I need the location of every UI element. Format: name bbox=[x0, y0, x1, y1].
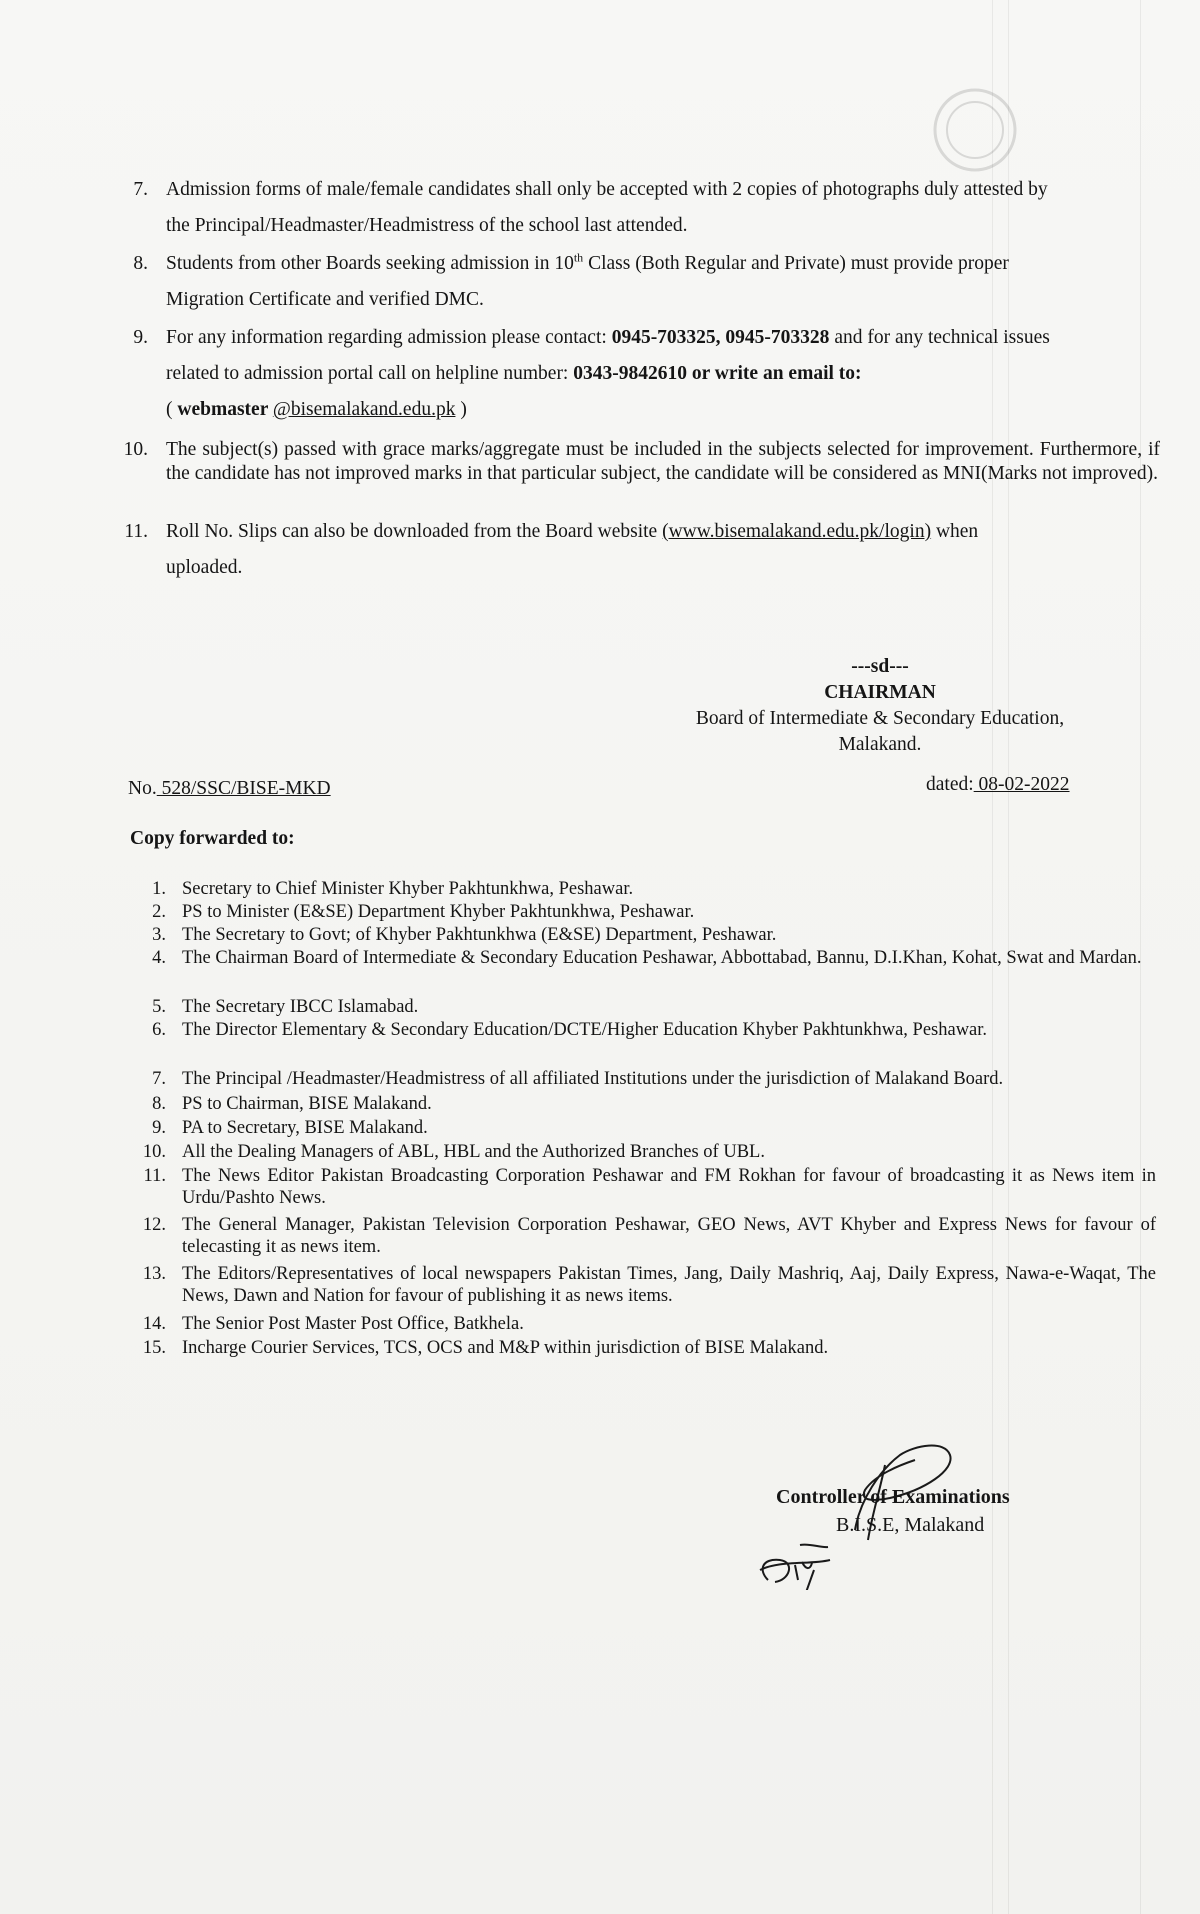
helpline-text: 0343-9842610 or write an email to: bbox=[573, 363, 862, 384]
chairman-title: CHAIRMAN bbox=[824, 682, 936, 703]
controller-org: B.I.S.E, Malakand bbox=[836, 1514, 985, 1536]
item-text-line: Admission forms of male/female candidates shall only be accepted with 2 copies of photographs duly attested by bbox=[166, 179, 1048, 200]
copy-list-item: 12. The General Manager, Pakistan Television Corporation Peshawar, GEO News, AVT Khyber and Express News for favour of telecasting it as news item. bbox=[142, 1215, 1156, 1257]
item-text-line: related to admission portal call on helpline number: 0343-9842610 or write an email to: bbox=[166, 363, 862, 384]
instruction-item bbox=[108, 246, 1160, 318]
item-text-line: Students from other Boards seeking admission in 10th Class (Both Regular and Private) must provide proper bbox=[166, 250, 1009, 274]
item-text: The subject(s) passed with grace marks/aggregate must be included in the subjects selected for improvement. Furthermore, if the candidate has not improved marks in that particular subject, the candidate will be considered as MNI(Marks not improved). bbox=[166, 439, 1160, 484]
instruction-item bbox=[108, 438, 1160, 512]
item-text-line: Migration Certificate and verified DMC. bbox=[166, 289, 484, 310]
controller-block bbox=[776, 1483, 1010, 1539]
instruction-item bbox=[108, 320, 1160, 428]
scanned-page: 7. Admission forms of male/female candidates shall only be accepted with 2 copies of photographs duly attested by the Principal/Headmaster/Headmistress of the school last attended. 8. Students from other Boards seeking admission in 10th Class (Both Regular and Private) must provide proper Migration Certificate and verified DMC. 9. For any information regarding admission please contact: 0945-703325, 0945-703328 and for any technical issues related to admission portal call on helpline number: 0343-9842610 or write an email to: ( webmaster @bisemalakand.edu.pk ) 10. The subject(s) passed with grace marks/aggregate must be included in the subjects selected for improvement. Furthermore, if the candidate has not improved marks in that particular subject, the candidate will be considered as MNI(Marks not improved). 11. Roll No. Slips can also be downloaded from the Board website (www.bisemalakand.edu.pk/login) when uploaded. ---sd--- CHAIRMAN Board of Intermediate & Secondary Education, Malakand. No. 528/SSC/BISE-MKD dated: 08-02-2022 Copy forwarded to: 1. Secretary to Chief Minister Khyber Pakhtunkhwa, Peshawar. 2. PS to Minister (E&SE) Department Khyber Pakhtunkhwa, Peshawar. 3. The Secretary to Govt; of Khyber Pakhtunkhwa (E&SE) Department, Peshawar. 4. The Chairman Board of Intermediate & Secondary Education Peshawar, Abbottabad, Bannu, D.I.Khan, Kohat, Swat and Mardan. 5. The Secretary IBCC Islamabad. 6. The Director Elementary & Secondary Education/DCTE/Higher Education Khyber Pakhtunkhwa, Peshawar. 7. The Principal /Headmaster/Headmistress of all affiliated Institutions under the jurisdiction of Malakand Board. 8. PS to Chairman, BISE Malakand. 9. PA to Secretary, BISE Malakand. 10. All the Dealing Managers of ABL, HBL and the Authorized Branches of UBL. 11. The News Editor Pakistan Broadcasting Corporation Peshawar and FM Rokhan for favour of broadcasting it as News item in Urdu/Pashto News. 12. The General Manager, Pakistan Television Corporation Peshawar, GEO News, AVT Khyber and Express News for favour of telecasting it as news item. 13. The Editors/Representatives of local newspapers Pakistan Times, Jang, Daily Mashriq, Aaj, Daily Express, Nawa-e-Waqat, The News, Dawn and Nation for favour of publishing it as news items. 14. The Senior Post Master Post Office, Batkhela. 15. Incharge Courier Services, TCS, OCS and M&P within jurisdiction of BISE Malakand. Controller of Examinations B.I.S.E, Malakand bbox=[0, 0, 1200, 1914]
item-number: 10. bbox=[123, 439, 148, 460]
controller-title: Controller of Examinations bbox=[776, 1486, 1010, 1508]
item-text-line: the Principal/Headmaster/Headmistress of the school last attended. bbox=[166, 215, 688, 236]
copy-list-item: 13. The Editors/Representatives of local newspapers Pakistan Times, Jang, Daily Mashriq, Aaj, Daily Express, Nawa-e-Waqat, The News, Dawn and Nation for favour of publishing it as news items. bbox=[142, 1264, 1156, 1306]
item-text-line: uploaded. bbox=[166, 557, 243, 578]
copy-list-item: 4. The Chairman Board of Intermediate & Secondary Education Peshawar, Abbottabad, Bannu, D.I.Khan, Kohat, Swat and Mardan. bbox=[152, 948, 1142, 968]
email-link[interactable]: @bisemalakand.edu.pk bbox=[272, 399, 456, 420]
contact-phones: 0945-703325, 0945-703328 bbox=[611, 327, 830, 348]
item-text-line: For any information regarding admission please contact: 0945-703325, 0945-703328 and for any technical issues bbox=[166, 327, 1050, 348]
board-place: Malakand. bbox=[838, 734, 922, 755]
instruction-item bbox=[108, 514, 1160, 586]
item-text-line: Roll No. Slips can also be downloaded from the Board website (www.bisemalakand.edu.pk/login) when bbox=[166, 521, 979, 542]
item-number: 9. bbox=[133, 327, 148, 348]
copy-list-item: 11. The News Editor Pakistan Broadcasting Corporation Peshawar and FM Rokhan for favour of broadcasting it as News item in Urdu/Pashto News. bbox=[143, 1166, 1156, 1208]
item-number: 8. bbox=[133, 253, 148, 274]
website-link[interactable]: (www.bisemalakand.edu.pk/login) bbox=[662, 521, 932, 542]
copy-forwarded-heading: Copy forwarded to: bbox=[130, 828, 295, 849]
sd-mark: ---sd--- bbox=[851, 656, 909, 677]
reference-number: No. 528/SSC/BISE-MKD bbox=[128, 778, 331, 799]
item-text-line: ( webmaster @bisemalakand.edu.pk ) bbox=[166, 399, 467, 420]
instruction-item bbox=[108, 172, 1160, 244]
item-number: 11. bbox=[124, 521, 148, 542]
chairman-signature-block bbox=[660, 654, 1100, 758]
board-name: Board of Intermediate & Secondary Education, bbox=[695, 708, 1065, 729]
reference-date: dated: 08-02-2022 bbox=[926, 774, 1070, 795]
faded-seal-icon bbox=[930, 85, 1020, 175]
item-number: 7. bbox=[133, 179, 148, 200]
